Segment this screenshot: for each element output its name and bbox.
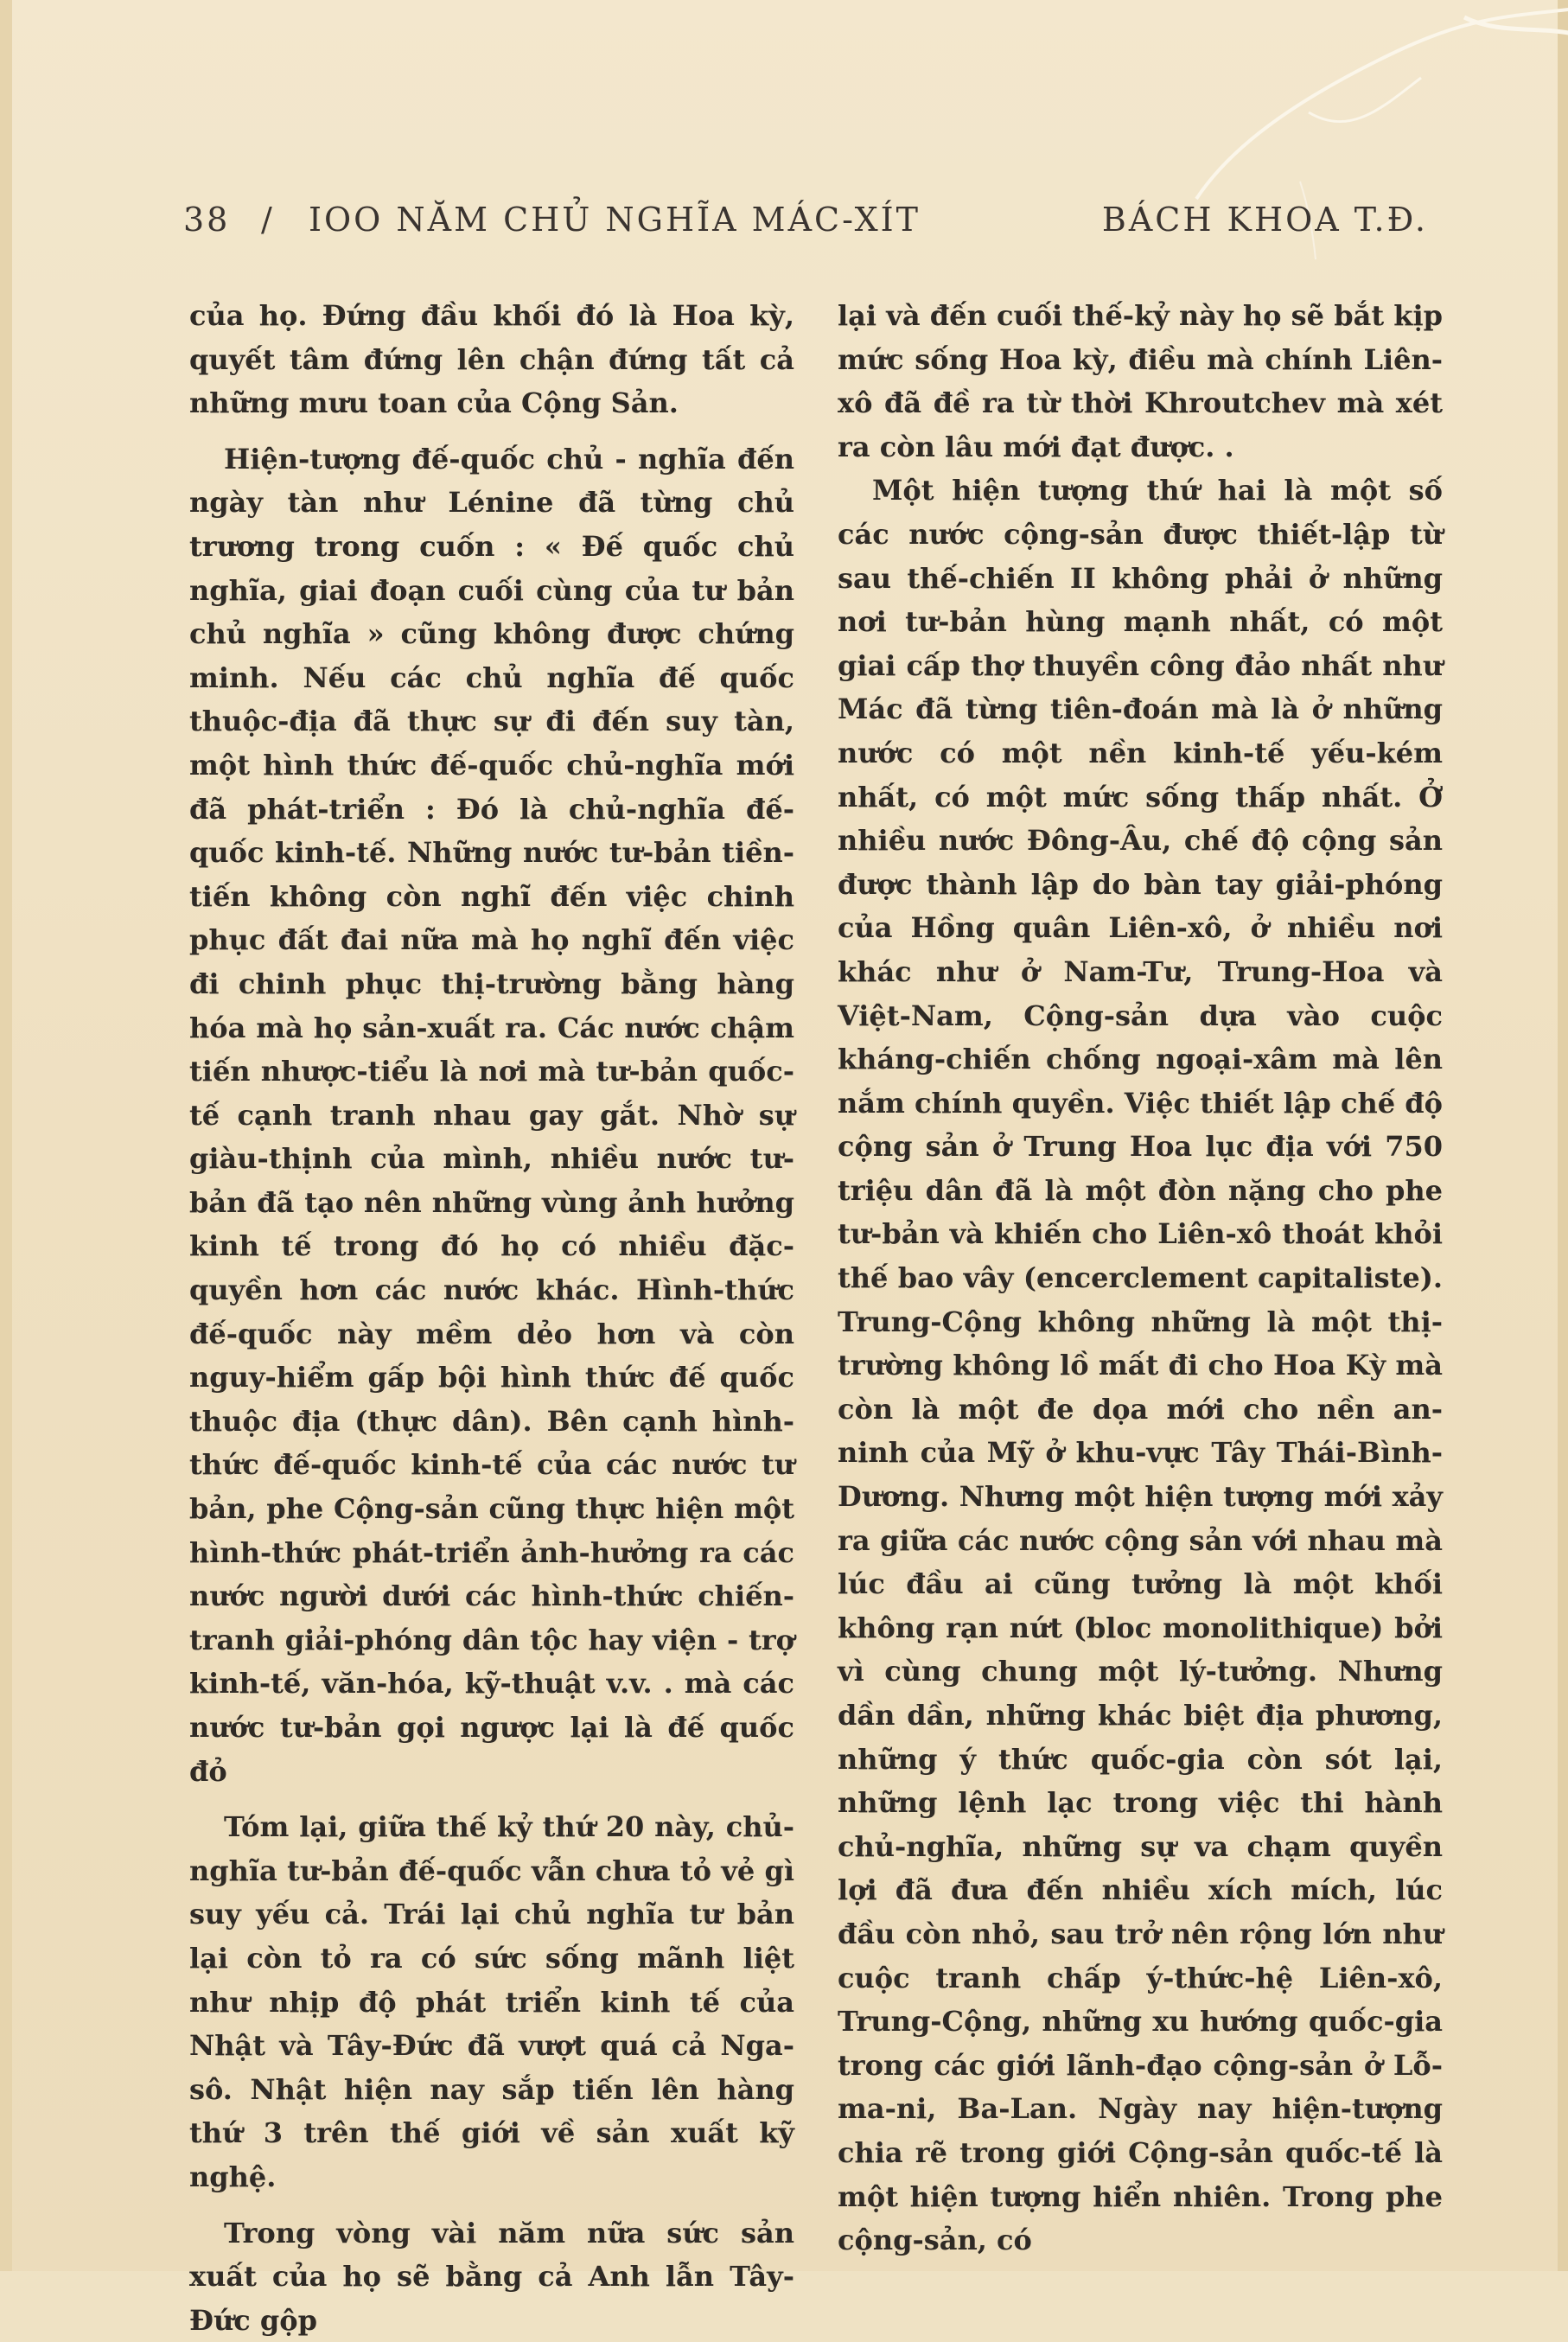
paragraph: Hiện-tượng đế-quốc chủ - nghĩa đến ngày tàn như Lénine đã từng chủ trương trong cuốn : « Đế quốc chủ nghĩa, giai đoạn cuối cùng của tư bản chủ nghĩa » cũng không được chứng minh. Nếu các chủ nghĩa đế quốc thuộc-địa đã thực sự đi đến suy tàn, một hình thức đế-quốc chủ-nghĩa mới đã phát-triển : Đó là chủ-nghĩa đế-quốc kinh-tế. Những nước tư-bản tiền-tiến không còn nghĩ đến việc chinh phục đất đai nữa mà họ nghĩ đến việc đi chinh phục thị-trường bằng hàng hóa mà họ sản-xuất ra. Các nước chậm tiến nhược-tiểu là nơi mà tư-bản quốc-tế cạnh tranh nhau gay gắt. Nhờ sự giàu-thịnh của mình, nhiều nước tư-bản đã tạo nên những vùng ảnh hưởng kinh tế trong đó họ có nhiều đặc-quyền hơn các nước khác. Hình-thức đế-quốc này mềm dẻo hơn và còn nguy-hiểm gấp bội hình thức đế quốc thuộc địa (thực dân). Bên cạnh hình-thức đế-quốc kinh-tế của các nước tư bản, phe Cộng-sản cũng thực hiện một hình-thức phát-triển ảnh-hưởng ra các nước người dưới các hình-thức chiến-tranh giải-phóng dân tộc hay viện - trợ kinh-tế, văn-hóa, kỹ-thuật v.v. . mà các nước tư-bản gọi ngược lại là đế quốc đỏ	[189, 442, 794, 1788]
running-header	[183, 201, 1428, 252]
header-separator: /	[261, 201, 275, 239]
journal-name: BÁCH KHOA T.Đ.	[1101, 201, 1428, 239]
paragraph: Tóm lại, giữa thế kỷ thứ 20 này, chủ-nghĩa tư-bản đế-quốc vẫn chưa tỏ vẻ gì suy yếu cả. Trái lại chủ nghĩa tư bản lại còn tỏ ra có sức sống mãnh liệt như nhịp độ phát triển kinh tế của Nhật và Tây-Đức đã vượt quá cả Nga-sô. Nhật hiện nay sắp tiến lên hàng thứ 3 trên thế giới về sản xuất kỹ nghệ.	[189, 1810, 794, 2193]
page-number: 38	[183, 201, 231, 239]
left-column	[189, 294, 794, 2342]
paragraph: lại và đến cuối thế-kỷ này họ sẽ bắt kịp mức sống Hoa kỳ, điều mà chính Liên-xô đã đề ra từ thời Khroutchev mà xét ra còn lâu mới đạt được. .	[838, 299, 1443, 463]
paragraph: của họ. Đứng đầu khối đó là Hoa kỳ, quyết tâm đứng lên chận đứng tất cả những mưu toan của Cộng Sản.	[189, 299, 794, 420]
book-title: IOO NĂM CHỦ NGHĨA MÁC-XÍT	[309, 201, 921, 239]
right-column	[838, 294, 1443, 2262]
paragraph: Trong vòng vài năm nữa sức sản xuất của họ sẽ bằng cả Anh lẫn Tây-Đức gộp	[189, 2216, 794, 2337]
paragraph: Một hiện tượng thứ hai là một số các nước cộng-sản được thiết-lập từ sau thế-chiến II không phải ở những nơi tư-bản hùng mạnh nhất, có một giai cấp thợ thuyền công đảo nhất như Mác đã từng tiên-đoán mà là ở những nước có một nền kinh-tế yếu-kém nhất, có một mức sống thấp nhất. Ở nhiều nước Đông-Âu, chế độ cộng sản được thành lập do bàn tay giải-phóng của Hồng quân Liên-xô, ở nhiều nơi khác như ở Nam-Tư, Trung-Hoa và Việt-Nam, Cộng-sản dựa vào cuộc kháng-chiến chống ngoại-xâm mà lên nắm chính quyền. Việc thiết lập chế độ cộng sản ở Trung Hoa lục địa với 750 triệu dân đã là một đòn nặng cho phe tư-bản và khiến cho Liên-xô thoát khỏi thế bao vây (encerclement capitaliste). Trung-Cộng không những là một thị-trường không lồ mất đi cho Hoa Kỳ mà còn là một đe dọa mới cho nền an-ninh của Mỹ ở khu-vực Tây Thái-Bình-Dương. Nhưng một hiện tượng mới xảy ra giữa các nước cộng sản với nhau mà lúc đầu ai cũng tưởng là một khối không rạn nứt (bloc monolithique) bởi vì cùng chung một lý-tưởng. Nhưng dần dần, những khác biệt địa phương, những ý thức quốc-gia còn sót lại, những lệnh lạc trong việc thi hành chủ-nghĩa, những sự va chạm quyền lợi đã đưa đến nhiều xích mích, lúc đầu còn nhỏ, sau trở nên rộng lớn như cuộc tranh chấp ý-thức-hệ Liên-xô, Trung-Cộng, những xu hướng quốc-gia trong các giới lãnh-đạo cộng-sản ở Lỗ-ma-ni, Ba-Lan. Ngày nay hiện-tượng chia rẽ trong giới Cộng-sản quốc-tế là một hiện tượng hiển nhiên. Trong phe cộng-sản, có	[838, 474, 1443, 2257]
